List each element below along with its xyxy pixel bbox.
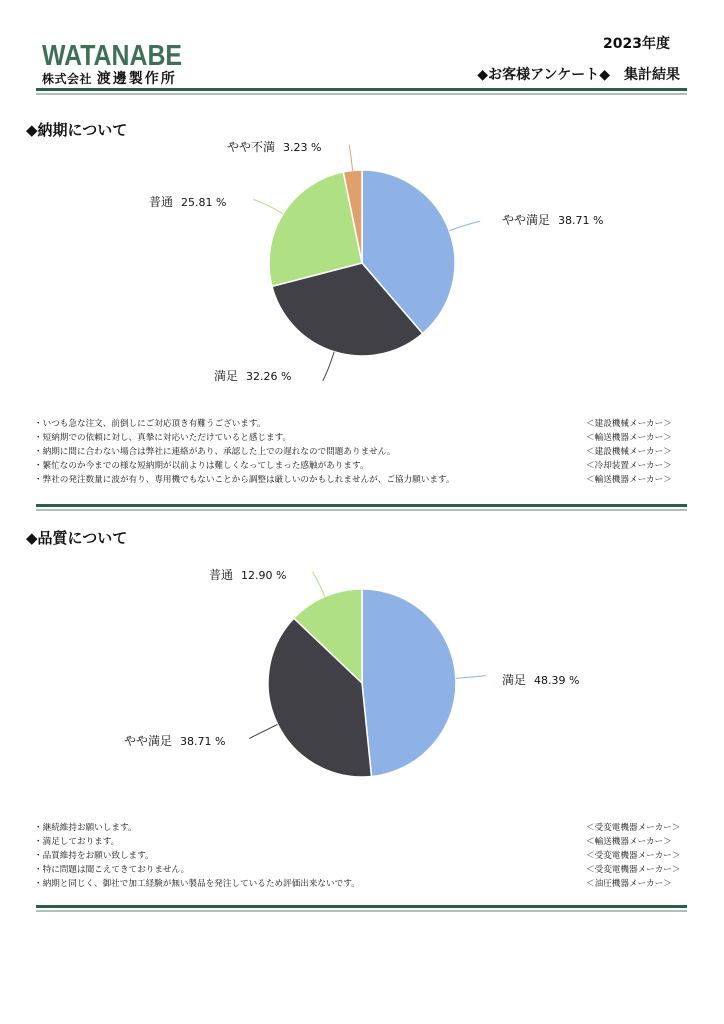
comment-row bbox=[34, 835, 684, 849]
footer-divider bbox=[36, 905, 687, 915]
company-name bbox=[42, 68, 177, 88]
pie-slice bbox=[362, 589, 456, 777]
leader-line bbox=[349, 145, 352, 171]
comment-row bbox=[34, 445, 684, 459]
pie-chart-quality bbox=[0, 560, 724, 800]
comment-text: ・品質維持をお願い致します。 bbox=[34, 851, 154, 861]
comment-source: ＜受変電機器メーカー＞ bbox=[586, 823, 681, 833]
comment-row bbox=[34, 473, 684, 487]
company-prefix: 株式会社 bbox=[42, 72, 93, 86]
comment-row bbox=[34, 431, 684, 445]
comment-list-delivery bbox=[34, 417, 684, 487]
pie-label bbox=[149, 193, 226, 210]
comment-row bbox=[34, 821, 684, 835]
comment-row bbox=[34, 863, 684, 877]
comment-source: ＜油圧機器メーカー＞ bbox=[586, 879, 672, 889]
comment-text: ・繁忙なのか今までの様な短納期が以前よりは難しくなってしまった感触があります。 bbox=[34, 461, 369, 471]
comment-row bbox=[34, 417, 684, 431]
comment-text: ・満足しております。 bbox=[34, 837, 120, 847]
leader-line bbox=[249, 724, 278, 738]
comment-text: ・特に問題は聞こえてきておりません。 bbox=[34, 865, 190, 875]
logo-text: WATANABE bbox=[42, 40, 182, 72]
comment-source: ＜冷却装置メーカー＞ bbox=[586, 461, 672, 471]
header-divider bbox=[36, 88, 687, 98]
data-label: 3.23 % bbox=[283, 141, 322, 154]
data-label: 25.81 % bbox=[181, 196, 227, 209]
comment-row bbox=[34, 877, 684, 891]
comment-list-quality bbox=[34, 821, 684, 891]
comment-source: ＜輸送機器メーカー＞ bbox=[586, 433, 672, 443]
survey-year: 2023年度 bbox=[603, 36, 670, 52]
page-title: ◆お客様アンケート◆ 集計結果 bbox=[477, 67, 680, 83]
pie-label bbox=[502, 671, 579, 688]
comment-source: ＜輸送機器メーカー＞ bbox=[586, 837, 672, 847]
leader-line bbox=[253, 199, 283, 213]
leader-line bbox=[449, 221, 480, 231]
data-label: 38.71 % bbox=[180, 735, 226, 748]
comment-row bbox=[34, 849, 684, 863]
pie-label bbox=[227, 138, 321, 155]
comment-source: ＜受変電機器メーカー＞ bbox=[586, 865, 681, 875]
leader-line bbox=[323, 352, 334, 381]
pie-label bbox=[209, 566, 286, 583]
comment-source: ＜輸送機器メーカー＞ bbox=[586, 475, 672, 485]
category-label: 普通 bbox=[209, 568, 234, 582]
leader-line bbox=[456, 676, 486, 679]
pie-chart-delivery bbox=[0, 140, 724, 400]
comment-text: ・納期と同じく、御社で加工経験が無い製品を発注しているため評価出来ないです。 bbox=[34, 879, 360, 889]
company-logo bbox=[42, 38, 182, 70]
pie-label bbox=[502, 211, 603, 228]
pie-label bbox=[124, 732, 225, 749]
data-label: 32.26 % bbox=[246, 370, 292, 383]
comment-source: ＜受変電機器メーカー＞ bbox=[586, 851, 681, 861]
comment-source: ＜建設機械メーカー＞ bbox=[586, 419, 672, 429]
comment-text: ・いつも急な注文、前倒しにご対応頂き有難うございます。 bbox=[34, 419, 266, 429]
category-label: 満足 bbox=[214, 369, 239, 383]
category-label: やや満足 bbox=[502, 213, 551, 227]
category-label: 普通 bbox=[149, 195, 174, 209]
company-name-text: 渡邊製作所 bbox=[96, 71, 177, 87]
comment-text: ・継続維持お願いします。 bbox=[34, 823, 137, 833]
comment-text: ・納期に間に合わない場合は弊社に連絡があり、承認した上での遅れなので問題ありません。 bbox=[34, 447, 396, 457]
data-label: 12.90 % bbox=[241, 569, 287, 582]
section-title-quality: ◆品質について bbox=[26, 529, 128, 547]
category-label: 満足 bbox=[502, 673, 527, 687]
category-label: やや満足 bbox=[124, 734, 173, 748]
section-title-delivery: ◆納期について bbox=[26, 121, 128, 139]
comment-source: ＜建設機械メーカー＞ bbox=[586, 447, 672, 457]
pie-label bbox=[214, 367, 291, 384]
category-label: やや不満 bbox=[227, 140, 276, 154]
comment-row bbox=[34, 459, 684, 473]
leader-line bbox=[313, 572, 325, 597]
data-label: 48.39 % bbox=[534, 674, 580, 687]
section-divider bbox=[36, 504, 687, 514]
data-label: 38.71 % bbox=[558, 214, 604, 227]
comment-text: ・短納期での依頼に対し、真摯に対応いただけていると感じます。 bbox=[34, 433, 292, 443]
comment-text: ・弊社の発注数量に波が有り、専用機でもないことから調整は厳しいのかもしれませんが、ご協力願います。 bbox=[34, 475, 455, 485]
